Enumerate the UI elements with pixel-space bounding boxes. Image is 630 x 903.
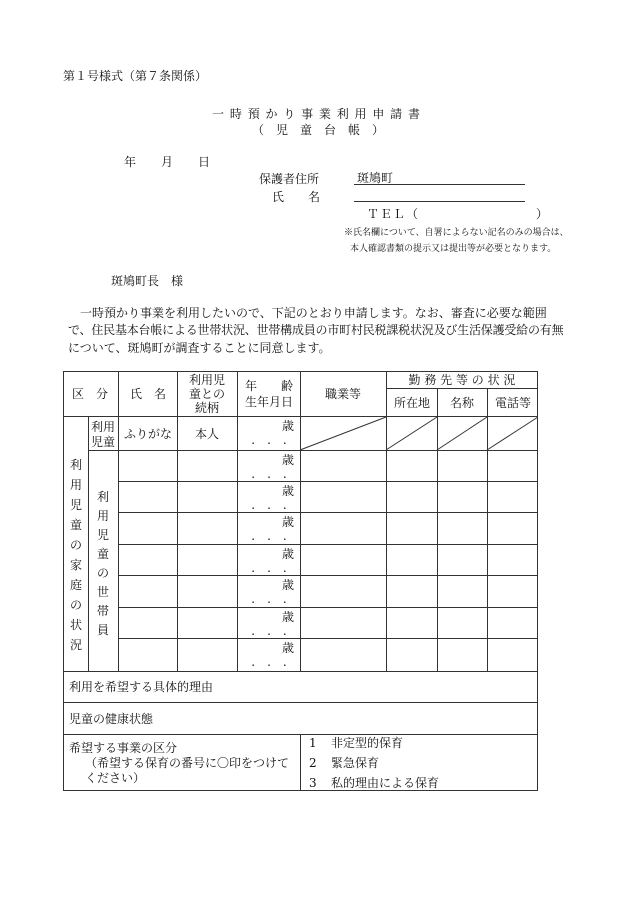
age-unit: 歳 — [281, 515, 294, 529]
family-status-char: 児 — [69, 498, 83, 512]
child-register-table — [63, 371, 539, 791]
birthdate-dots: . . . — [251, 529, 287, 543]
date-year: 年 — [124, 155, 137, 169]
address-value: 斑鳩町 — [357, 171, 394, 185]
name-label: 氏 名 — [272, 190, 321, 204]
form-title: 一 時 預 か り 事 業 利 用 申 請 書 — [212, 107, 421, 121]
family-status-char: の — [69, 598, 83, 612]
family-status-char: 利 — [69, 458, 83, 472]
header-job: 職業等 — [324, 387, 362, 401]
header-location: 所在地 — [393, 396, 431, 410]
service-option-label: 緊急保育 — [331, 756, 380, 770]
household-member-char: 世 — [96, 585, 110, 599]
birthdate-dots: . . . — [251, 655, 287, 669]
health-label: 児童の健康状態 — [69, 712, 154, 726]
form-subtitle: （ 児 童 台 帳 ） — [252, 123, 385, 137]
age-unit: 歳 — [281, 641, 294, 655]
header-work-status: 勤 務 先 等 の 状 況 — [408, 373, 516, 387]
service-option-label: 非定型的保育 — [331, 736, 404, 750]
header-age: 年 齢 — [244, 379, 294, 393]
reason-label: 利用を希望する具体的理由 — [69, 680, 214, 694]
body-line-2: で、住民基本台帳による世帯状況、世帯構成員の市町村民税課税状況及び生活保護受給の有無 — [68, 323, 564, 337]
addressee: 斑鳩町長 様 — [111, 274, 184, 288]
family-status-char: の — [69, 538, 83, 552]
family-status-char: 家 — [69, 558, 83, 572]
header-relation-2: 童との — [188, 387, 226, 401]
service-label-3: ください） — [85, 771, 146, 785]
date-month: 月 — [161, 155, 174, 169]
service-options — [309, 735, 439, 790]
body-line-1: 一時預かり事業を利用したいので、下記のとおり申請します。なお、審査に必要な範囲 — [68, 306, 547, 320]
relation-self: 本人 — [194, 427, 220, 441]
header-phone: 電話等 — [494, 396, 532, 410]
age-unit: 歳 — [281, 578, 294, 592]
age-unit: 歳 — [281, 547, 294, 561]
age-unit: 歳 — [281, 610, 294, 624]
name-note-line2: 本人確認書類の提示又は提出等が必要となります。 — [350, 244, 557, 254]
family-status-char: 状 — [69, 618, 83, 632]
service-label-2: （希望する保育の番号に〇印をつけて — [85, 756, 290, 770]
family-status-char: 庭 — [69, 578, 83, 592]
family-status-char: 童 — [69, 518, 83, 532]
household-member-char: 帯 — [96, 604, 110, 618]
age-unit: 歳 — [281, 484, 294, 498]
family-status-char: 用 — [69, 478, 83, 492]
header-work-name: 名称 — [449, 396, 475, 410]
household-member-char: 童 — [96, 547, 110, 561]
name-underline — [354, 201, 525, 202]
header-relation-3: 続柄 — [194, 401, 220, 415]
birthdate-dots: . . . — [251, 467, 287, 481]
household-member-char: の — [96, 566, 110, 580]
form-number: 第１号様式（第７条関係） — [63, 69, 208, 83]
family-status-char: 況 — [69, 638, 83, 652]
header-relation-1: 利用児 — [188, 373, 226, 387]
date-day: 日 — [198, 155, 211, 169]
family-status-vertical-label — [70, 457, 82, 652]
header-name: 氏 名 — [129, 387, 167, 401]
furigana-label: ふりがな — [123, 427, 173, 441]
birthdate-dots: . . . — [251, 624, 287, 638]
header-birthdate: 生年月日 — [244, 395, 294, 409]
body-line-3: について、斑鳩町が調査することに同意します。 — [68, 341, 331, 355]
birthdate-dots: . . . — [251, 561, 287, 575]
name-note-line1: ※氏名欄について、自署によらない記名のみの場合は、 — [344, 228, 569, 238]
household-member-char: 用 — [96, 509, 110, 523]
birthdate-dots: . . . — [251, 592, 287, 606]
address-underline — [354, 184, 525, 185]
service-label-1: 希望する事業の区分 — [69, 741, 178, 755]
address-label: 保護者住所 — [259, 172, 320, 186]
age-unit: 歳 — [281, 453, 294, 467]
age-cells — [251, 418, 294, 669]
household-members-vertical-label — [97, 489, 109, 637]
service-option-label: 私的理由による保育 — [331, 776, 440, 790]
household-member-char: 利 — [96, 490, 110, 504]
child-label-2: 児童 — [90, 435, 116, 449]
child-label-1: 利用 — [90, 420, 116, 434]
service-option-number: 2 — [309, 756, 317, 770]
service-option-number: 1 — [309, 736, 317, 750]
age-unit: 歳 — [281, 419, 294, 433]
header-kubun: 区 分 — [71, 387, 109, 401]
birthdate-dots: . . . — [251, 433, 287, 447]
household-member-char: 員 — [96, 623, 110, 637]
tel-field: ＴＥＬ（ ） — [367, 207, 550, 221]
household-member-char: 児 — [96, 528, 110, 542]
service-option-number: 3 — [309, 776, 317, 790]
birthdate-dots: . . . — [251, 498, 287, 512]
